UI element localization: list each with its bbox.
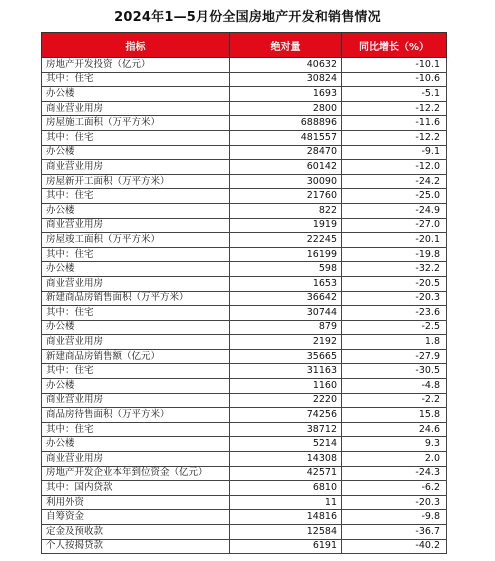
page-title: 2024年1—5月份全国房地产开发和销售情况 xyxy=(114,10,381,25)
row-yoy-change: -20.5 xyxy=(342,276,447,291)
row-indicator-label: 个人按揭贷款 xyxy=(42,539,230,554)
row-absolute-value: 879 xyxy=(230,320,342,335)
row-yoy-change: -4.8 xyxy=(342,379,447,394)
row-indicator-label: 新建商品房销售面积（万平方米） xyxy=(42,291,230,306)
table-row xyxy=(42,174,447,189)
row-indicator-label: 办公楼 xyxy=(42,262,230,277)
row-indicator-label: 商业营业用房 xyxy=(42,218,230,233)
table-row xyxy=(42,101,447,116)
table-row xyxy=(42,335,447,350)
row-yoy-change: -32.2 xyxy=(342,262,447,277)
row-absolute-value: 35665 xyxy=(230,349,342,364)
row-absolute-value: 31163 xyxy=(230,364,342,379)
table-row xyxy=(42,510,447,525)
row-absolute-value: 60142 xyxy=(230,160,342,175)
row-indicator-label: 商业营业用房 xyxy=(42,393,230,408)
row-absolute-value: 30824 xyxy=(230,72,342,87)
table-row xyxy=(42,408,447,423)
row-indicator-label: 办公楼 xyxy=(42,87,230,102)
row-absolute-value: 1919 xyxy=(230,218,342,233)
row-yoy-change: -20.3 xyxy=(342,495,447,510)
row-indicator-label: 定金及预收款 xyxy=(42,525,230,540)
table-row xyxy=(42,379,447,394)
table-row xyxy=(42,189,447,204)
row-absolute-value: 22245 xyxy=(230,233,342,248)
row-absolute-value: 1653 xyxy=(230,276,342,291)
column-header-indicator: 指标 xyxy=(42,33,230,58)
table-row xyxy=(42,364,447,379)
row-indicator-label: 商业营业用房 xyxy=(42,452,230,467)
row-absolute-value: 42571 xyxy=(230,466,342,481)
table-row xyxy=(42,130,447,145)
row-yoy-change: -10.6 xyxy=(342,72,447,87)
row-indicator-label: 其中：住宅 xyxy=(42,247,230,262)
table-header-row xyxy=(42,33,447,58)
row-absolute-value: 21760 xyxy=(230,189,342,204)
row-yoy-change: 15.8 xyxy=(342,408,447,423)
row-yoy-change: -2.2 xyxy=(342,393,447,408)
table-row xyxy=(42,218,447,233)
table-row xyxy=(42,466,447,481)
column-header-yoy: 同比增长（%） xyxy=(342,33,447,58)
row-indicator-label: 办公楼 xyxy=(42,379,230,394)
row-indicator-label: 办公楼 xyxy=(42,203,230,218)
row-yoy-change: -36.7 xyxy=(342,525,447,540)
row-indicator-label: 办公楼 xyxy=(42,320,230,335)
row-absolute-value: 1693 xyxy=(230,87,342,102)
row-yoy-change: -27.9 xyxy=(342,349,447,364)
row-yoy-change: -23.6 xyxy=(342,306,447,321)
table-row xyxy=(42,422,447,437)
table-row xyxy=(42,233,447,248)
row-absolute-value: 12584 xyxy=(230,525,342,540)
row-absolute-value: 30744 xyxy=(230,306,342,321)
row-indicator-label: 商业营业用房 xyxy=(42,160,230,175)
row-absolute-value: 74256 xyxy=(230,408,342,423)
row-absolute-value: 598 xyxy=(230,262,342,277)
row-yoy-change: -24.3 xyxy=(342,466,447,481)
table-row xyxy=(42,203,447,218)
row-yoy-change: 2.0 xyxy=(342,452,447,467)
table-row xyxy=(42,320,447,335)
table-row xyxy=(42,87,447,102)
row-yoy-change: -40.2 xyxy=(342,539,447,554)
row-yoy-change: 24.6 xyxy=(342,422,447,437)
table-row xyxy=(42,481,447,496)
table-row xyxy=(42,495,447,510)
row-yoy-change: -19.8 xyxy=(342,247,447,262)
row-absolute-value: 2220 xyxy=(230,393,342,408)
row-yoy-change: -24.9 xyxy=(342,203,447,218)
table-row xyxy=(42,452,447,467)
table-row xyxy=(42,306,447,321)
row-indicator-label: 房屋竣工面积（万平方米） xyxy=(42,233,230,248)
row-absolute-value: 5214 xyxy=(230,437,342,452)
row-indicator-label: 商业营业用房 xyxy=(42,335,230,350)
row-yoy-change: -24.2 xyxy=(342,174,447,189)
table-row xyxy=(42,58,447,73)
row-absolute-value: 481557 xyxy=(230,130,342,145)
row-yoy-change: -30.5 xyxy=(342,364,447,379)
row-indicator-label: 自筹资金 xyxy=(42,510,230,525)
table-row xyxy=(42,72,447,87)
row-yoy-change: -10.1 xyxy=(342,58,447,73)
table-row xyxy=(42,262,447,277)
row-yoy-change: -6.2 xyxy=(342,481,447,496)
table-row xyxy=(42,291,447,306)
row-yoy-change: -25.0 xyxy=(342,189,447,204)
row-yoy-change: 1.8 xyxy=(342,335,447,350)
row-indicator-label: 其中：住宅 xyxy=(42,422,230,437)
row-absolute-value: 30090 xyxy=(230,174,342,189)
row-indicator-label: 房屋施工面积（万平方米） xyxy=(42,116,230,131)
row-absolute-value: 40632 xyxy=(230,58,342,73)
table-row xyxy=(42,393,447,408)
row-absolute-value: 6191 xyxy=(230,539,342,554)
row-absolute-value: 36642 xyxy=(230,291,342,306)
row-indicator-label: 利用外资 xyxy=(42,495,230,510)
row-absolute-value: 2192 xyxy=(230,335,342,350)
row-absolute-value: 28470 xyxy=(230,145,342,160)
row-indicator-label: 办公楼 xyxy=(42,145,230,160)
row-absolute-value: 16199 xyxy=(230,247,342,262)
row-absolute-value: 6810 xyxy=(230,481,342,496)
row-indicator-label: 其中：住宅 xyxy=(42,364,230,379)
row-absolute-value: 1160 xyxy=(230,379,342,394)
row-absolute-value: 822 xyxy=(230,203,342,218)
table-row xyxy=(42,160,447,175)
row-yoy-change: -20.1 xyxy=(342,233,447,248)
row-absolute-value: 14816 xyxy=(230,510,342,525)
table-row xyxy=(42,437,447,452)
row-indicator-label: 其中：住宅 xyxy=(42,306,230,321)
row-indicator-label: 房屋新开工面积（万平方米） xyxy=(42,174,230,189)
row-absolute-value: 11 xyxy=(230,495,342,510)
table-row xyxy=(42,525,447,540)
row-indicator-label: 新建商品房销售额（亿元） xyxy=(42,349,230,364)
row-yoy-change: -11.6 xyxy=(342,116,447,131)
row-yoy-change: -12.0 xyxy=(342,160,447,175)
row-indicator-label: 其中：住宅 xyxy=(42,72,230,87)
row-indicator-label: 商业营业用房 xyxy=(42,276,230,291)
row-absolute-value: 688896 xyxy=(230,116,342,131)
table-row xyxy=(42,116,447,131)
row-absolute-value: 2800 xyxy=(230,101,342,116)
row-indicator-label: 其中：住宅 xyxy=(42,189,230,204)
row-yoy-change: 9.3 xyxy=(342,437,447,452)
row-yoy-change: -9.8 xyxy=(342,510,447,525)
row-indicator-label: 商品房待售面积（万平方米） xyxy=(42,408,230,423)
table-row xyxy=(42,247,447,262)
table-row xyxy=(42,349,447,364)
row-yoy-change: -5.1 xyxy=(342,87,447,102)
row-indicator-label: 其中：住宅 xyxy=(42,130,230,145)
row-indicator-label: 商业营业用房 xyxy=(42,101,230,116)
row-yoy-change: -27.0 xyxy=(342,218,447,233)
table-row xyxy=(42,276,447,291)
column-header-absolute: 绝对量 xyxy=(230,33,342,58)
row-indicator-label: 其中：国内贷款 xyxy=(42,481,230,496)
row-absolute-value: 14308 xyxy=(230,452,342,467)
row-indicator-label: 房地产开发投资（亿元） xyxy=(42,58,230,73)
row-yoy-change: -2.5 xyxy=(342,320,447,335)
row-indicator-label: 办公楼 xyxy=(42,437,230,452)
row-yoy-change: -9.1 xyxy=(342,145,447,160)
table-row xyxy=(42,539,447,554)
row-yoy-change: -20.3 xyxy=(342,291,447,306)
row-yoy-change: -12.2 xyxy=(342,101,447,116)
row-absolute-value: 38712 xyxy=(230,422,342,437)
statistics-table xyxy=(41,32,447,554)
row-indicator-label: 房地产开发企业本年到位资金（亿元） xyxy=(42,466,230,481)
table-body xyxy=(42,58,447,554)
row-yoy-change: -12.2 xyxy=(342,130,447,145)
table-row xyxy=(42,145,447,160)
